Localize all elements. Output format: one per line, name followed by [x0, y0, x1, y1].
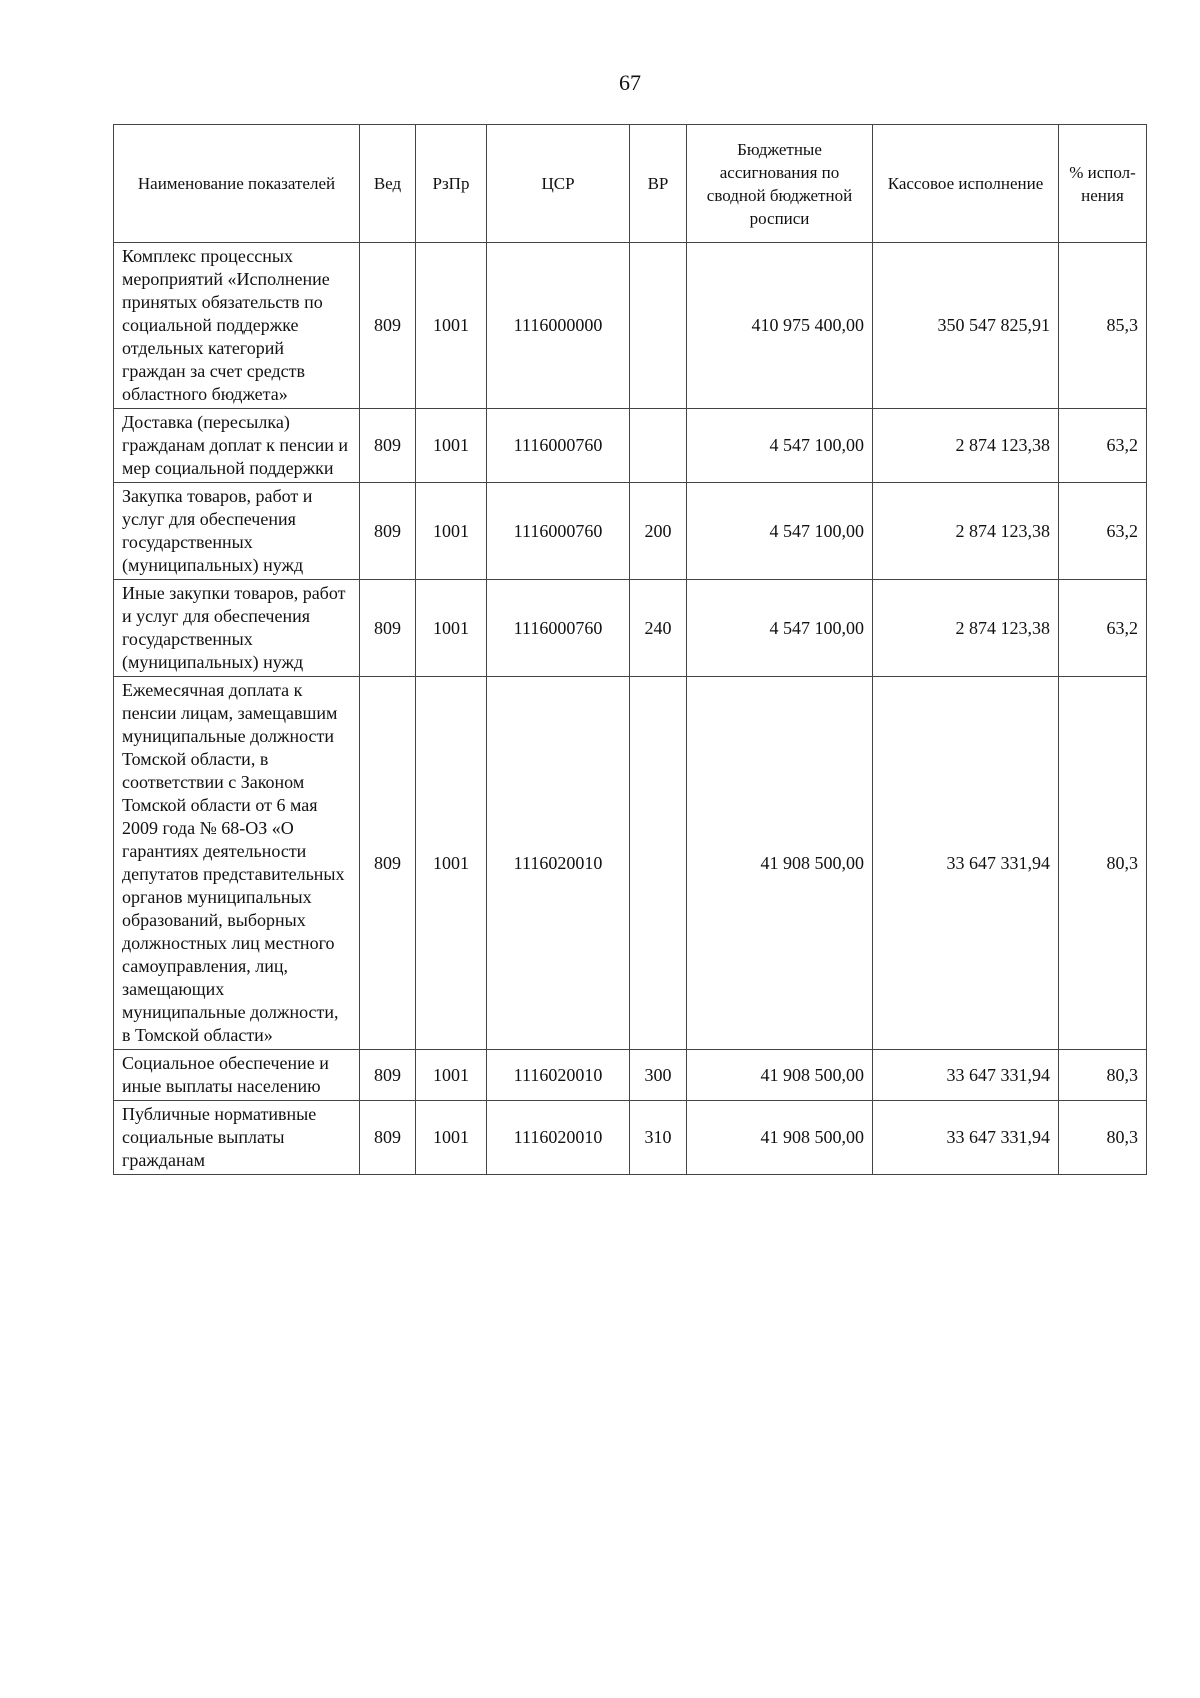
row-rzpr: 1001	[416, 1101, 487, 1175]
row-csr: 1116020010	[487, 677, 630, 1050]
table-row	[114, 243, 1147, 409]
row-cash-execution: 33 647 331,94	[873, 1101, 1059, 1175]
table-row	[114, 1050, 1147, 1101]
row-assignments: 4 547 100,00	[687, 409, 873, 483]
row-percent: 63,2	[1059, 483, 1147, 580]
row-percent: 63,2	[1059, 580, 1147, 677]
header-percent: % испол-нения	[1059, 125, 1147, 243]
row-rzpr: 1001	[416, 409, 487, 483]
row-cash-execution: 33 647 331,94	[873, 677, 1059, 1050]
row-vr: 240	[630, 580, 687, 677]
header-cash-execution: Кассовое исполнение	[873, 125, 1059, 243]
row-csr: 1116020010	[487, 1050, 630, 1101]
row-rzpr: 1001	[416, 243, 487, 409]
row-rzpr: 1001	[416, 1050, 487, 1101]
header-ved: Вед	[360, 125, 416, 243]
row-ved: 809	[360, 409, 416, 483]
row-vr: 310	[630, 1101, 687, 1175]
row-csr: 1116000760	[487, 580, 630, 677]
header-assignments: Бюджетные ассигнования по сводной бюджетной росписи	[687, 125, 873, 243]
row-name: Ежемесячная доплата к пенсии лицам, замещавшим муниципальные должности Томской области, в соответствии с Законом Томской области от 6 мая 2009 года № 68-ОЗ «О гарантиях деятельности депутатов представительных органов муниципальных образований, выборных должностных лиц местного самоуправления, лиц, замещающих муниципальные должности, в Томской области»	[114, 677, 360, 1050]
header-vr: ВР	[630, 125, 687, 243]
table-row	[114, 580, 1147, 677]
row-cash-execution: 2 874 123,38	[873, 409, 1059, 483]
row-vr	[630, 409, 687, 483]
table-header-row	[114, 125, 1147, 243]
row-rzpr: 1001	[416, 677, 487, 1050]
row-ved: 809	[360, 580, 416, 677]
row-csr: 1116000760	[487, 483, 630, 580]
row-rzpr: 1001	[416, 483, 487, 580]
row-name: Иные закупки товаров, работ и услуг для обеспечения государственных (муниципальных) нужд	[114, 580, 360, 677]
row-percent: 80,3	[1059, 1050, 1147, 1101]
row-rzpr: 1001	[416, 580, 487, 677]
row-percent: 80,3	[1059, 677, 1147, 1050]
row-ved: 809	[360, 1050, 416, 1101]
row-cash-execution: 2 874 123,38	[873, 580, 1059, 677]
row-assignments: 41 908 500,00	[687, 1101, 873, 1175]
row-ved: 809	[360, 677, 416, 1050]
header-csr: ЦСР	[487, 125, 630, 243]
row-assignments: 41 908 500,00	[687, 677, 873, 1050]
row-cash-execution: 33 647 331,94	[873, 1050, 1059, 1101]
row-csr: 1116020010	[487, 1101, 630, 1175]
row-percent: 85,3	[1059, 243, 1147, 409]
row-csr: 1116000000	[487, 243, 630, 409]
row-assignments: 4 547 100,00	[687, 580, 873, 677]
row-name: Доставка (пересылка) гражданам доплат к пенсии и мер социальной поддержки	[114, 409, 360, 483]
row-ved: 809	[360, 483, 416, 580]
row-ved: 809	[360, 243, 416, 409]
header-name: Наименование показателей	[114, 125, 360, 243]
row-assignments: 41 908 500,00	[687, 1050, 873, 1101]
table-row	[114, 409, 1147, 483]
row-name: Закупка товаров, работ и услуг для обеспечения государственных (муниципальных) нужд	[114, 483, 360, 580]
row-name: Публичные нормативные социальные выплаты гражданам	[114, 1101, 360, 1175]
page-number: 67	[619, 70, 641, 95]
budget-execution-table	[113, 124, 1147, 1175]
header-rzpr: РзПр	[416, 125, 487, 243]
row-assignments: 4 547 100,00	[687, 483, 873, 580]
table-row	[114, 1101, 1147, 1175]
row-cash-execution: 350 547 825,91	[873, 243, 1059, 409]
row-vr	[630, 677, 687, 1050]
row-vr: 300	[630, 1050, 687, 1101]
row-percent: 80,3	[1059, 1101, 1147, 1175]
row-cash-execution: 2 874 123,38	[873, 483, 1059, 580]
row-name: Комплекс процессных мероприятий «Исполнение принятых обязательств по социальной поддержке отдельных категорий граждан за счет средств областного бюджета»	[114, 243, 360, 409]
row-name: Социальное обеспечение и иные выплаты населению	[114, 1050, 360, 1101]
table-row	[114, 483, 1147, 580]
row-assignments: 410 975 400,00	[687, 243, 873, 409]
row-vr: 200	[630, 483, 687, 580]
row-vr	[630, 243, 687, 409]
row-ved: 809	[360, 1101, 416, 1175]
row-csr: 1116000760	[487, 409, 630, 483]
row-percent: 63,2	[1059, 409, 1147, 483]
table-row	[114, 677, 1147, 1050]
